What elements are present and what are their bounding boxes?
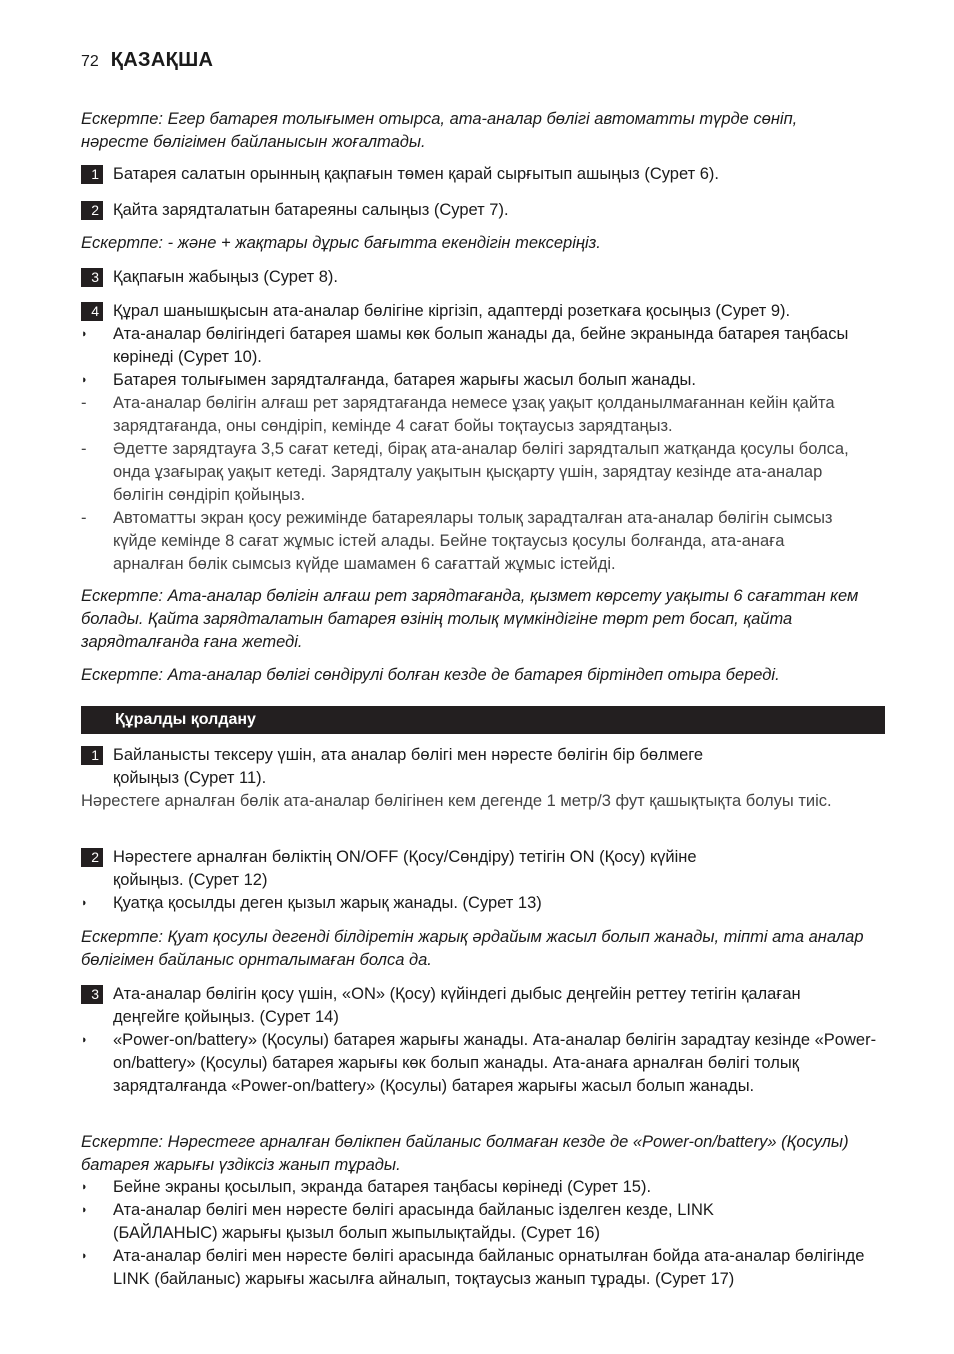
step-text: Батарея салатын орынның қақпағын төмен қарай сырғытып ашыңыз (Сурет 6). — [113, 165, 720, 183]
step-number: 2 — [81, 201, 103, 220]
page-header — [81, 49, 213, 72]
charging-block — [81, 300, 889, 576]
step-2 — [81, 846, 889, 892]
bullet-text: «Power-on/battery» (Қосулы) батарея жарығы жанады. Ата-аналар бөлігін зарадтау кезінде «Power-on/battery» (Қосулы) батарея жарығы көк болып жанады. Ата-анаға арналған бөлігі толық зарядталғанда «Power-on/battery» (Қосулы) батарея жарығы жасыл болып жанады. — [113, 1031, 877, 1095]
step-number: 3 — [81, 985, 103, 1004]
note-power-light: Ескертпе: Қуат қосулы дегенді білдіретін жарық әрдайым жасыл болып жанады, тіпті ата аналар бөлігімен байланыс орнталымаған болса да. — [81, 928, 864, 969]
bullet-icon: ◗ — [81, 1204, 88, 1216]
step-number: 1 — [81, 165, 103, 184]
bullet-icon: ◗ — [81, 897, 88, 909]
dash-item — [81, 392, 889, 438]
step-text: Нәрестеге арналған бөліктің ON/OFF (Қосу/Сөндіру) тетігін ON (Қосу) күйіне қойыңыз. (Сурет 12) — [113, 848, 697, 889]
step-text: Байланысты тексеру үшін, ата аналар бөлігі мен нәресте бөлігін бір бөлмеге қойыңыз (Сурет 11). — [113, 746, 704, 787]
dash-marker: - — [81, 509, 87, 527]
step-2 — [81, 199, 889, 222]
step-4 — [81, 300, 889, 323]
bullet-item — [81, 323, 889, 369]
step-3 — [81, 983, 889, 1029]
dash-marker: - — [81, 394, 87, 412]
bullet-item — [81, 1176, 889, 1199]
note-first-charge: Ескертпе: Ата-аналар бөлігін алғаш рет зарядтағанда, қызмет көрсету уақыты 6 сағаттан кем болады. Қайта зарядталатын батарея өзінің толық мүмкіндігіне төрт рет босап, қайта зарядталғанда ғана жетеді. — [81, 587, 859, 651]
distance-text: Нәрестеге арналған бөлік ата-аналар бөлігінен кем дегенде 1 метр/3 фут қашықтықта болуы тиіс. — [81, 792, 832, 810]
bullet-item — [81, 892, 889, 915]
usage-bullets — [81, 1176, 889, 1291]
dash-item — [81, 507, 889, 576]
step-1 — [81, 744, 889, 790]
step-number: 1 — [81, 746, 103, 765]
bullet-text: Ата-аналар бөлігі мен нәресте бөлігі арасында байланыс орнатылған бойда ата-аналар бөлігінде LINK (байланыс) жарығы жасылға айналып, тоқтаусыз жанып тұрады. (Сурет 17) — [113, 1247, 865, 1288]
note-self-discharge: Ескертпе: Ата-аналар бөлігі сөндірулі болған кезде де батарея біртіндеп отыра береді. — [81, 666, 780, 684]
bullet-item — [81, 1245, 889, 1291]
step-text: Ата-аналар бөлігін қосу үшін, «ON» (Қосу) күйіндегі дыбыс деңгейін реттеу тетігін қалаған деңгейге қойыңыз. (Сурет 14) — [113, 985, 801, 1026]
bullet-item — [81, 369, 889, 392]
note-battery-empty: Ескертпе: Егер батарея толығымен отырса, ата-аналар бөлігі автоматты түрде сөніп, нәресте бөлігімен байланысын жоғалтады. — [81, 110, 798, 151]
bullet-text: Батарея толығымен зарядталғанда, батарея жарығы жасыл болып жанады. — [113, 371, 696, 389]
bullet-icon: ◗ — [81, 1181, 88, 1193]
step-1 — [81, 163, 889, 186]
step-number: 4 — [81, 302, 103, 321]
bullet-icon: ◗ — [81, 1034, 88, 1046]
bullet-icon: ◗ — [81, 328, 88, 340]
bullet-item — [81, 1199, 889, 1245]
section-title-bar: Құралды қолдану — [81, 706, 885, 734]
bullet-text: Ата-аналар бөлігіндегі батарея шамы көк болып жанады да, бейне экранында батарея таңбасы көрінеді (Сурет 10). — [113, 325, 849, 366]
bullet-icon: ◗ — [81, 1250, 88, 1262]
step-text: Құрал шанышқысын ата-аналар бөлігіне кіргізіп, адаптерді розеткаға қосыңыз (Сурет 9). — [113, 302, 791, 320]
usage-block-1 — [81, 744, 889, 813]
note-battery-light: Ескертпе: Нәрестеге арналған бөлікпен байланыс болмаған кезде де «Power-on/battery» (Қосулы) батарея жарығы үздіксіз жанып тұрады. — [81, 1133, 849, 1174]
step-text: Қақпағын жабыңыз (Сурет 8). — [113, 268, 339, 286]
step-text: Қайта зарядталатын батареяны салыңыз (Сурет 7). — [113, 201, 509, 219]
bullet-text: Ата-аналар бөлігі мен нәресте бөлігі арасында байланыс ізделген кезде, LINK (БАЙЛАНЫС) жарығы қызыл болып жыпылықтайды. (Сурет 16) — [113, 1201, 714, 1242]
dash-text: Ата-аналар бөлігін алғаш рет зарядтағанда немесе ұзақ уақыт қолданылмағаннан кейін қайта зарядтағанда, оны сөндіріп, кемінде 4 сағат бойы тоқтаусыз зарядтаңыз. — [113, 394, 835, 435]
bullet-text: Бейне экраны қосылып, экранда батарея таңбасы көрінеді (Сурет 15). — [113, 1178, 652, 1196]
usage-block-2 — [81, 846, 889, 915]
dash-text: Әдетте зарядтауға 3,5 сағат кетеді, бірақ ата-аналар бөлігі зарядталып жатқанда қосулы болса, онда ұзағырақ уақыт кетеді. Зарядталу уақытын қысқарту үшін, зарядтау кезінде ата-аналар бөлігін сөндіріп қойыңыз. — [113, 440, 849, 504]
dash-item — [81, 438, 889, 507]
bullet-item — [81, 1029, 889, 1098]
step-number: 3 — [81, 268, 103, 287]
dash-marker: - — [81, 440, 87, 458]
step-number: 2 — [81, 848, 103, 867]
bullet-icon: ◗ — [81, 374, 88, 386]
usage-block-3 — [81, 983, 889, 1098]
bullet-text: Қуатқа қосылды деген қызыл жарық жанады. (Сурет 13) — [113, 894, 542, 912]
page-number: 72 — [81, 53, 99, 70]
step-3 — [81, 266, 889, 289]
note-polarity: Ескертпе: - және + жақтары дұрыс бағытта екендігін тексеріңіз. — [81, 234, 601, 252]
dash-text: Автоматты экран қосу режимінде батареялары толық зарадталған ата-аналар бөлігін сымсыз күйде кемінде 8 сағат жұмыс істей алады. Бейне тоқтаусыз қосулы болғанда, ата-анаға арналған бөлік сымсыз күйде шамамен 6 сағаттай жұмыс істейді. — [113, 509, 833, 573]
language-title: ҚАЗАҚША — [110, 49, 214, 71]
